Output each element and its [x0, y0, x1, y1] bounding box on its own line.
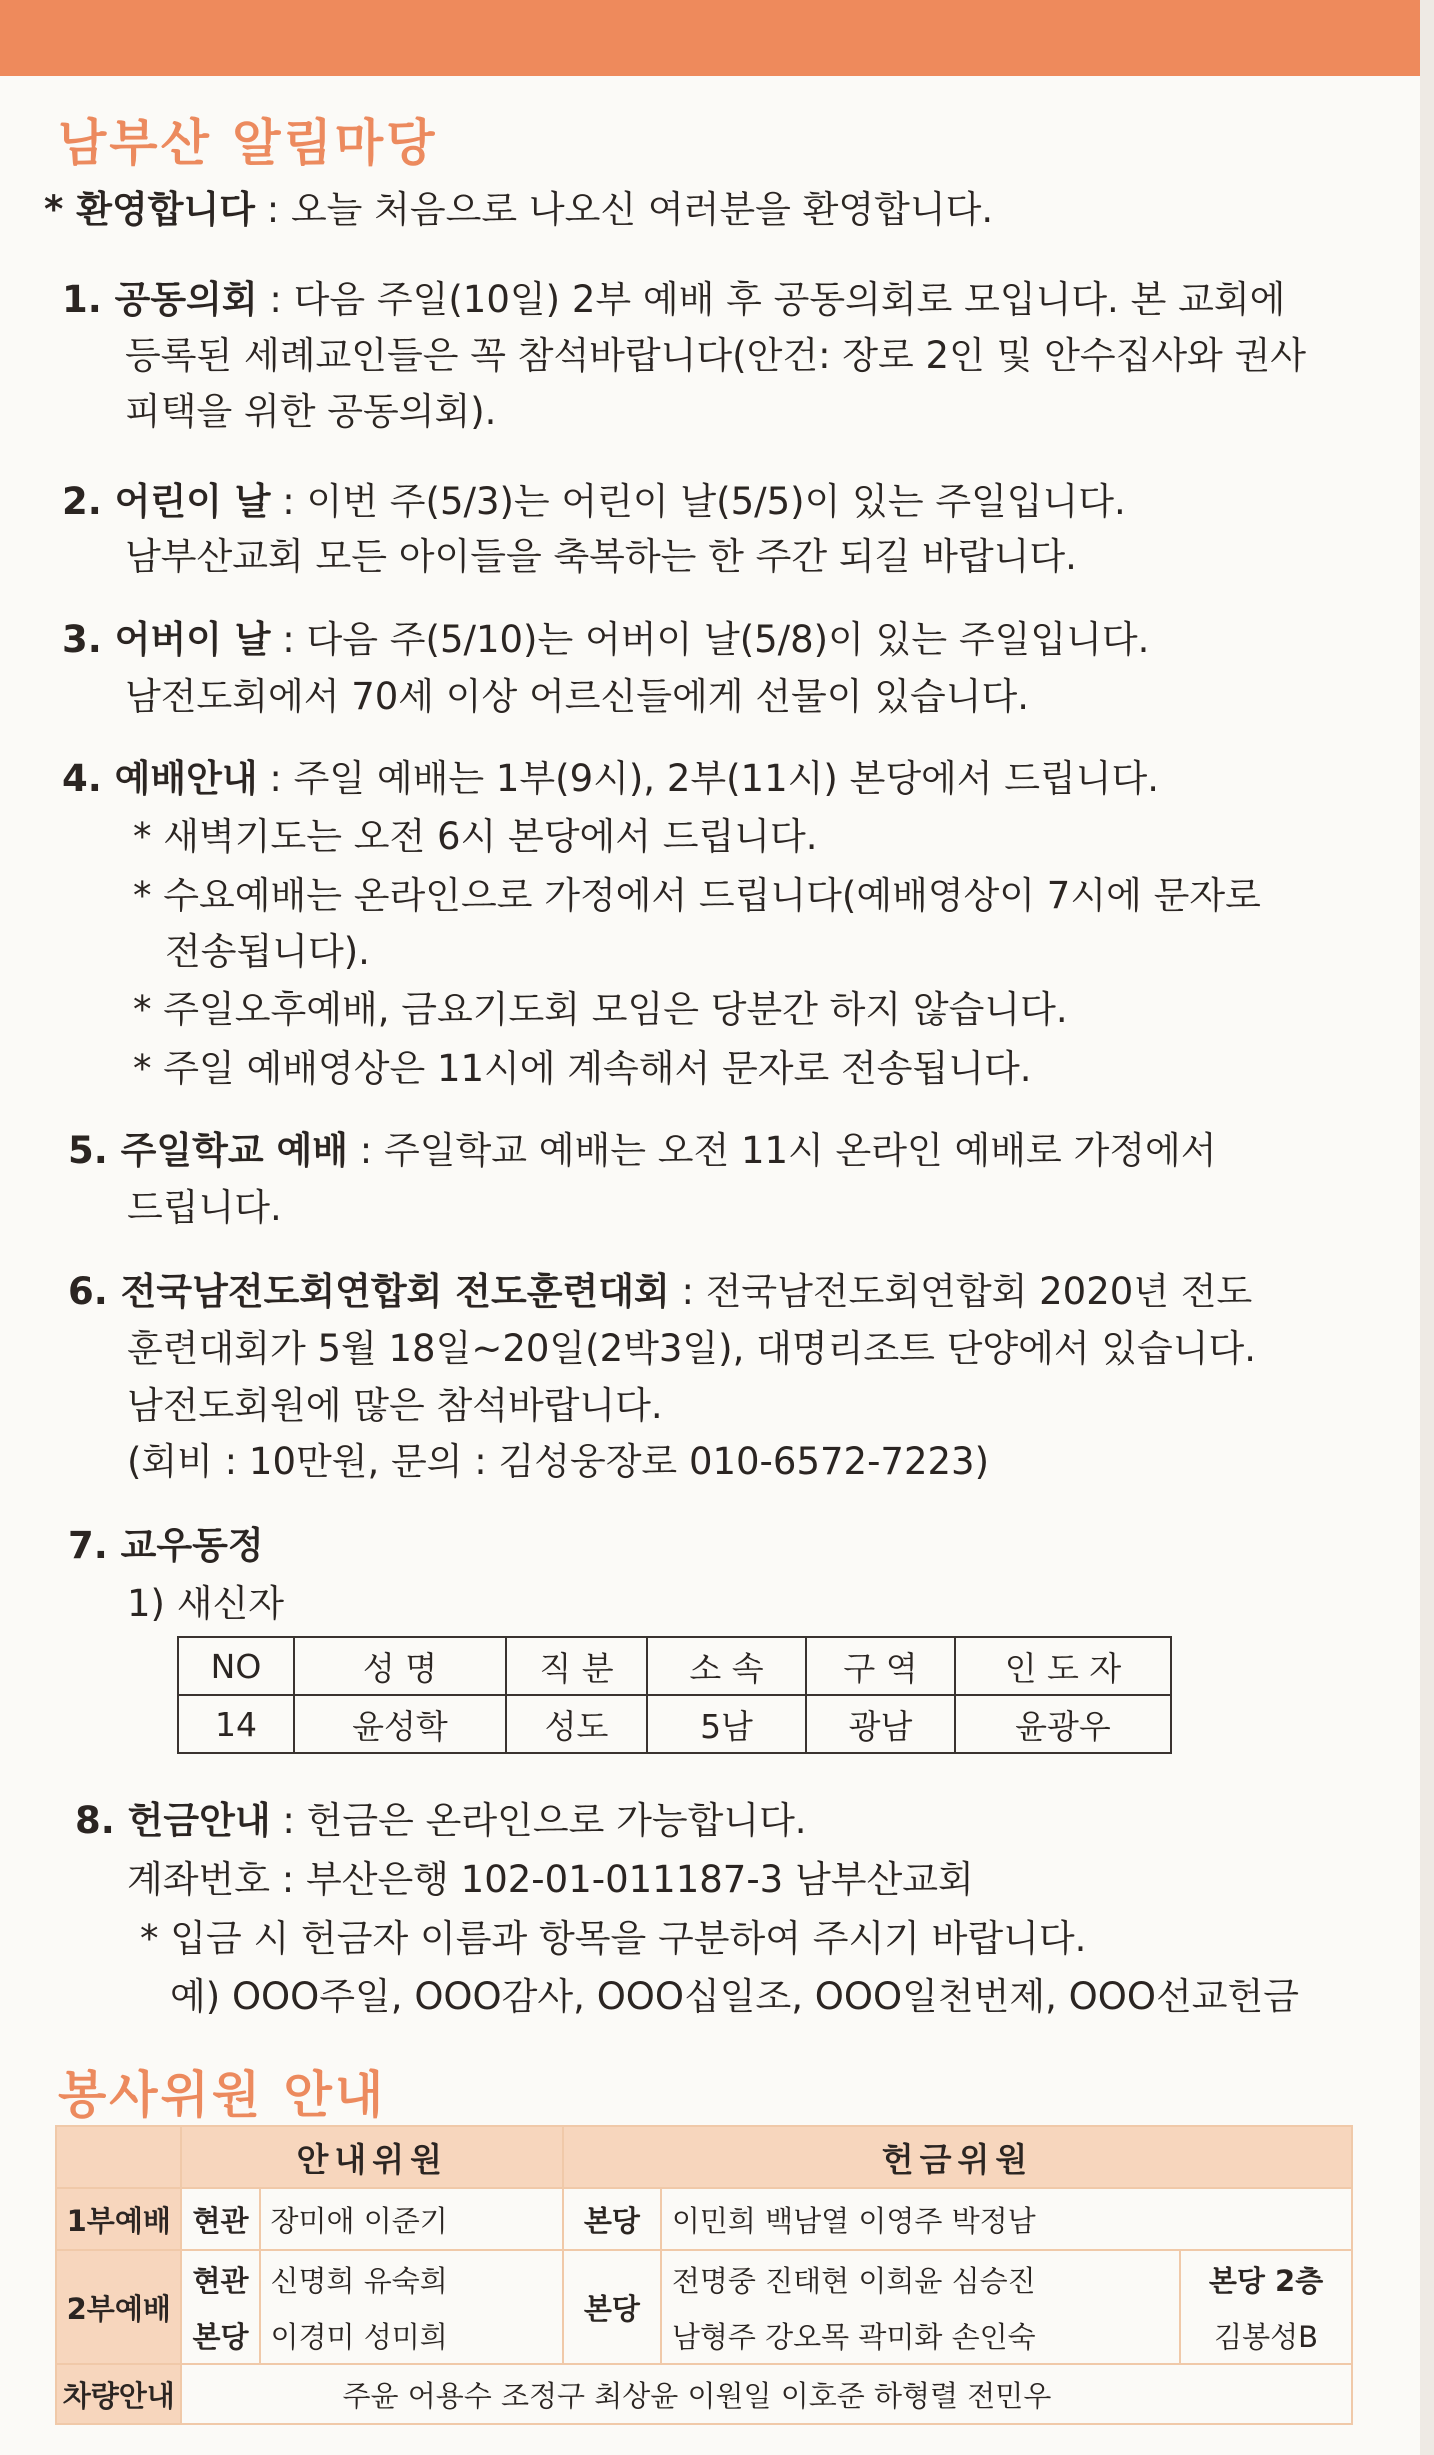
- item-4-label: 4. 예배안내: [62, 757, 258, 800]
- item-6-line-3: 남전도회원에 많은 참석바랍니다.: [127, 1384, 663, 1427]
- item-6-line-1: [68, 1268, 1252, 1316]
- offering-names: 남형주 강오목 곽미화 손인숙: [661, 2307, 1180, 2364]
- item-5-line-1: [68, 1127, 1217, 1175]
- table-row: [56, 2250, 1352, 2307]
- guide-place: 현관: [181, 2250, 259, 2307]
- welcome-label: * 환영합니다: [44, 188, 255, 231]
- header-blank: [56, 2126, 181, 2188]
- item-8-line-4: 예) OOO주일, OOO감사, OOO십일조, OOO일천번제, OOO선교헌금: [170, 1975, 1300, 2018]
- item-1-line-1: [62, 276, 1285, 324]
- offering-header: 헌금위원: [563, 2126, 1352, 2188]
- item-6-label: 6. 전국남전도회연합회 전도훈련대회: [68, 1270, 670, 1313]
- welcome-line: [44, 186, 993, 234]
- guide-names: 신명희 유숙희: [260, 2250, 563, 2307]
- cell-title: 성도: [506, 1695, 647, 1753]
- item-2-text: : 이번 주(5/3)는 어린이 날(5/5)이 있는 주일입니다.: [270, 480, 1126, 523]
- item-3-label: 3. 어버이 날: [62, 618, 271, 661]
- item-3-line-1: [62, 616, 1149, 664]
- item-4-sub-3: * 주일오후예배, 금요기도회 모임은 당분간 하지 않습니다.: [133, 988, 1068, 1031]
- volunteers-title: 봉사위원 안내: [58, 2066, 387, 2124]
- page-edge: [1420, 0, 1434, 2455]
- item-8-line-2: 계좌번호 : 부산은행 102-01-011187-3 남부산교회: [127, 1858, 974, 1901]
- item-1-text: : 다음 주일(10일) 2부 예배 후 공동의회로 모입니다. 본 교회에: [257, 278, 1286, 321]
- newcomer-header-row: [178, 1637, 1171, 1695]
- item-4-line-1: [62, 755, 1159, 803]
- col-group: 소 속: [647, 1637, 806, 1695]
- extra-place: 본당 2층: [1180, 2250, 1352, 2307]
- cell-district: 광남: [806, 1695, 955, 1753]
- item-2-label: 2. 어린이 날: [62, 480, 271, 523]
- item-2-line-1: [62, 478, 1126, 526]
- item-6-text: : 전국남전도회연합회 2020년 전도: [669, 1270, 1253, 1313]
- item-4-sub-2: * 수요예배는 온라인으로 가정에서 드립니다(예배영상이 7시에 문자로: [133, 874, 1261, 917]
- item-1-label: 1. 공동의회: [62, 278, 258, 321]
- item-6-line-4: (회비 : 10만원, 문의 : 김성웅장로 010-6572-7223): [127, 1440, 990, 1483]
- cell-name: 윤성학: [294, 1695, 506, 1753]
- row-label-vehicle: 차량안내: [56, 2364, 181, 2424]
- cell-group: 5남: [647, 1695, 806, 1753]
- col-title: 직 분: [506, 1637, 647, 1695]
- guide-place: 본당: [181, 2307, 259, 2364]
- offering-names: 이민희 백남열 이영주 박정남: [661, 2188, 1352, 2250]
- guide-names: 장미애 이준기: [260, 2188, 563, 2250]
- table-row: [56, 2188, 1352, 2250]
- volunteer-table: [55, 2125, 1353, 2425]
- item-8-label: 8. 헌금안내: [75, 1799, 271, 1842]
- guide-names: 이경미 성미희: [260, 2307, 563, 2364]
- col-district: 구 역: [806, 1637, 955, 1695]
- item-7-label: 7. 교우동정: [68, 1524, 264, 1567]
- item-4-sub-2b: 전송됩니다).: [165, 930, 370, 973]
- item-8-line-3: * 입금 시 헌금자 이름과 항목을 구분하여 주시기 바랍니다.: [140, 1917, 1087, 1960]
- item-4-sub-1: * 새벽기도는 오전 6시 본당에서 드립니다.: [133, 815, 818, 858]
- table-row: [56, 2307, 1352, 2364]
- announcements-title: 남부산 알림마당: [58, 114, 438, 172]
- item-8-line-1: [75, 1797, 807, 1845]
- item-5-text: : 주일학교 예배는 오전 11시 온라인 예배로 가정에서: [348, 1129, 1217, 1172]
- table-row: [178, 1695, 1171, 1753]
- offering-names: 전명중 진태현 이희윤 심승진: [661, 2250, 1180, 2307]
- item-8-text: : 헌금은 온라인으로 가능합니다.: [270, 1799, 807, 1842]
- row-label-service-2: 2부예배: [56, 2250, 181, 2364]
- offering-place: 본당: [563, 2250, 661, 2364]
- offering-place: 본당: [563, 2188, 661, 2250]
- top-color-band: [0, 0, 1434, 76]
- cell-no: 14: [178, 1695, 294, 1753]
- extra-name: 김봉성B: [1180, 2307, 1352, 2364]
- item-7-sub: 1) 새신자: [127, 1582, 284, 1625]
- vehicle-names: 주윤 어용수 조정구 최상윤 이원일 이호준 하형렬 전민우: [181, 2364, 1352, 2424]
- item-3-text: : 다음 주(5/10)는 어버이 날(5/8)이 있는 주일입니다.: [270, 618, 1150, 661]
- item-1-line-2: 등록된 세례교인들은 꼭 참석바랍니다(안건: 장로 2인 및 안수집사와 권사: [125, 334, 1307, 377]
- volunteer-header-row: [56, 2126, 1352, 2188]
- cell-guide: 윤광우: [955, 1695, 1171, 1753]
- item-5-label: 5. 주일학교 예배: [68, 1129, 349, 1172]
- col-no: NO: [178, 1637, 294, 1695]
- item-2-line-2: 남부산교회 모든 아이들을 축복하는 한 주간 되길 바랍니다.: [125, 535, 1077, 578]
- item-4-sub-4: * 주일 예배영상은 11시에 계속해서 문자로 전송됩니다.: [133, 1047, 1032, 1090]
- item-1-line-3: 피택을 위한 공동의회).: [125, 390, 497, 433]
- item-5-line-2: 드립니다.: [127, 1186, 282, 1229]
- item-4-text: : 주일 예배는 1부(9시), 2부(11시) 본당에서 드립니다.: [257, 757, 1160, 800]
- table-row: [56, 2364, 1352, 2424]
- item-3-line-2: 남전도회에서 70세 이상 어르신들에게 선물이 있습니다.: [125, 675, 1029, 718]
- col-name: 성 명: [294, 1637, 506, 1695]
- welcome-text: : 오늘 처음으로 나오신 여러분을 환영합니다.: [254, 188, 994, 231]
- guide-place: 현관: [181, 2188, 259, 2250]
- row-label-service-1: 1부예배: [56, 2188, 181, 2250]
- guide-header: 안내위원: [181, 2126, 562, 2188]
- col-guide: 인 도 자: [955, 1637, 1171, 1695]
- item-6-line-2: 훈련대회가 5월 18일~20일(2박3일), 대명리조트 단양에서 있습니다.: [127, 1327, 1257, 1370]
- newcomer-table: [177, 1636, 1172, 1754]
